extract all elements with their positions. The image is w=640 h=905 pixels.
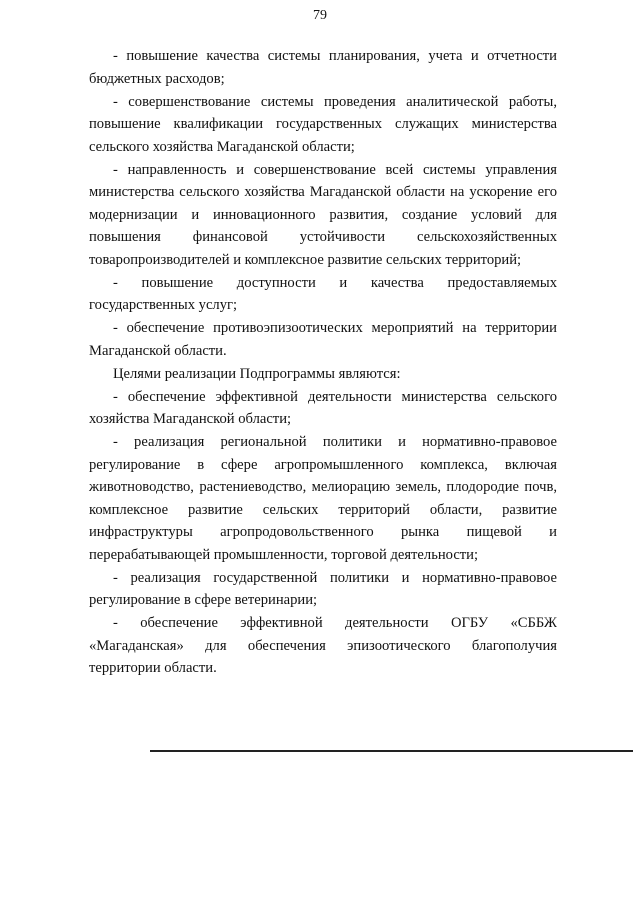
paragraph-analytical-work: - совершенствование системы проведения аналитической работы, повышение квалификации государственных служащих министерства сельского хозяйства Магаданской области; bbox=[89, 93, 557, 155]
paragraph-management-modernization: - направленность и совершенствование всей системы управления министерства сельского хозяйства Магаданской области на ускорение его модернизации и инновационного развития, создание условий для повышения финансовой устойчивости сельскохозяйственных товаропроизводителей и комплексное развитие сельских территорий; bbox=[89, 161, 557, 268]
paragraph-budget-planning: - повышение качества системы планирования, учета и отчетности бюджетных расходов; bbox=[89, 48, 557, 87]
document-body bbox=[89, 45, 557, 680]
paragraph-goals-heading: Целями реализации Подпрограммы являются: bbox=[113, 365, 401, 382]
paragraph-veterinary-policy: - реализация государственной политики и нормативно-правовое регулирование в сфере ветеринарии; bbox=[89, 569, 557, 608]
page-number: 79 bbox=[313, 8, 327, 23]
paragraph-public-services: - повышение доступности и качества предоставляемых государственных услуг; bbox=[89, 274, 557, 313]
paragraph-anti-epizootic: - обеспечение противоэпизоотических мероприятий на территории Магаданской области. bbox=[89, 320, 557, 359]
paragraph-ogbu-activity: - обеспечение эффективной деятельности ОГБУ «СББЖ «Магаданская» для обеспечения эпизоотического благополучия территории области. bbox=[89, 615, 557, 676]
footer-rule bbox=[150, 750, 633, 752]
paragraph-ministry-efficiency: - обеспечение эффективной деятельности министерства сельского хозяйства Магаданской области; bbox=[89, 388, 557, 427]
paragraph-regional-policy: - реализация региональной политики и нормативно-правовое регулирование в сфере агропромышленного комплекса, включая животноводство, растениеводство, мелиорацию земель, плодородие почв, комплексное развитие сельских территорий области, развитие инфраструктуры агропродовольственного рынка пищевой и перерабатывающей промышленности, торговой деятельности; bbox=[89, 434, 557, 563]
